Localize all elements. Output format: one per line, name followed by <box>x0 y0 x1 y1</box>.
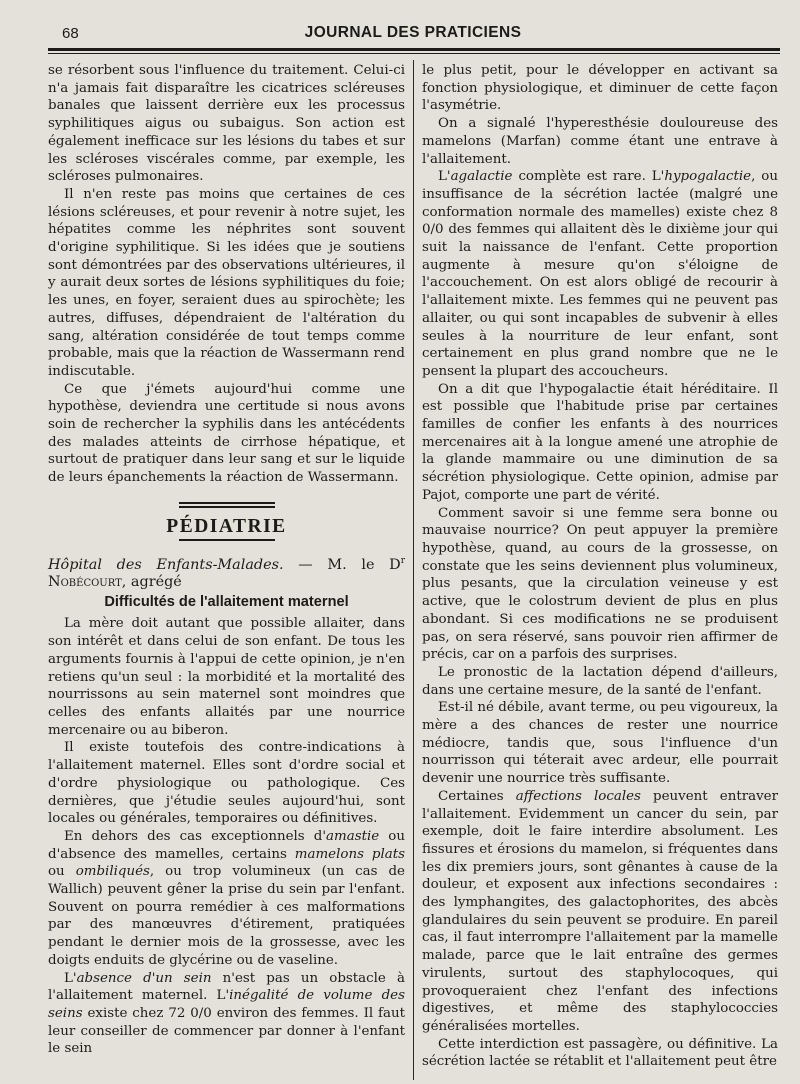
text-run: n'est pas un obstacle à l'allaitement maternel. L' <box>48 970 405 1004</box>
paragraph: La mère doit autant que possible allaiter, dans son intérêt et dans celui de son enfant. De tous les arguments fournis à l'appui de cette opinion, je n'en retiens qu'un seul : la morbidité et la mortalité des nourrissons au sein maternel sont moindres que celles des enfants allaités par une nourrice mercenaire ou au biberon. <box>48 616 405 738</box>
section-underline <box>179 539 275 541</box>
italic-term: ombiliqués <box>75 864 150 880</box>
paragraph <box>422 168 778 380</box>
article-title: Difficultés de l'allaitement maternel <box>104 593 349 610</box>
right-column <box>422 62 778 1071</box>
byline-author: Nobécourt <box>48 574 122 591</box>
paragraph: Comment savoir si une femme sera bonne ou mauvaise nourrice? On peut appuyer la première hypothèse, quand, au cours de la grossesse, on constate que les seins deviennent plus volumineux, plus pesants, que la circulation veineuse y est active, que le colostrum devient de plus en plus abondant. Si ces modifications ne se produisent pas, on sera réservé, sans pouvoir rien affirmer de précis, car on a parfois des surprises. <box>422 505 778 663</box>
text-run: , ou trop volumineux (un cas de Wallich) peuvent gêner la prise du sein par l'enfant. Souvent on pourra remédier à ces malformations par des manœuvres d'étirement, pratiquées pendant le dernier mois de la grossesse, avec les doigts enduits de glycérine ou de vaseline. <box>48 864 405 968</box>
byline-sup: r <box>400 555 405 566</box>
paragraph: On a signalé l'hyperesthésie douloureuse des mamelons (Marfan) comme étant une entrave à l'allaitement. <box>422 116 778 167</box>
italic-term: amastie <box>326 828 380 844</box>
section-separator <box>179 502 275 508</box>
paragraph <box>422 788 778 1036</box>
text-run: ou d'absence des mamelles, certains <box>48 828 405 862</box>
byline-dash: — M. le D <box>283 556 401 573</box>
left-column <box>48 62 405 1058</box>
paragraph <box>48 828 405 970</box>
text-run: L' <box>438 169 451 185</box>
paragraph: On a dit que l'hypogalactie était héréditaire. Il est possible que l'habitude prise par certaines familles de confier les enfants à des nourrices mercenaires ait à la longue amené une atrophie de la glande mammaire ou une diminution de sa sécrétion physiologique. Cette opinion, admise par Pajot, comporte une part de vérité. <box>422 381 778 503</box>
paragraph: Est-il né débile, avant terme, ou peu vigoureux, la mère a des chances de rester une nourrice médiocre, tandis que, sous l'influence d'un nourrisson qui téterait avec ardeur, elle pourrait devenir une nourrice très suffisante. <box>422 700 778 787</box>
header-rule-thin <box>48 53 780 54</box>
text-run: L' <box>64 970 77 986</box>
text-run: peuvent entraver l'allaitement. Evidemment un cancer du sein, par exemple, doit le faire interdire absolument. Les fissures et érosions du mamelon, si fréquentes dans les dix premiers jours, sont gênantes à cause de la douleur, et exposent aux infections secondaires : des lymphangites, des galactophorites, des abcès glandulaires du sein peuvent se produire. En pareil cas, il faut interrompre l'allaitement par la mamelle malade, parce que le lait entraîne des germes virulents, surtout des staphylocoques, qui provoqueraient chez l'enfant des infections digestives, et même des staphylococcies généralisées mortelles. <box>422 788 778 1034</box>
paragraph: Il existe toutefois des contre-indications à l'allaitement maternel. Elles sont d'ordre social et d'ordre physiologique ou pathologique. Ces dernières, que j'étudie seules aujourd'hui, sont locales ou générales, temporaires ou définitives. <box>48 740 405 827</box>
journal-title: JOURNAL DES PRATICIENS <box>304 24 522 41</box>
byline-hospital: Hôpital des Enfants-Malades. <box>48 556 284 573</box>
header-rule <box>48 48 780 51</box>
page-number: 68 <box>62 25 79 42</box>
text-run: complète est rare. L' <box>512 169 665 185</box>
italic-term: absence d'un sein <box>76 970 212 986</box>
italic-term: inégalité de volume des seins <box>48 988 405 1021</box>
paragraph: Il n'en reste pas moins que certaines de ces lésions scléreuses, et pour revenir à notre sujet, les hépatites comme les néphrites sont souvent d'origine syphilitique. Si les idées que je soutiens sont démontrées par des observations ultérieures, il y aurait deux sortes de lésions syphilitiques du foie; les unes, en foyer, seraient dues au spirochète; les autres, diffuses, dépendraient de l'altération du sang, altération considérée de tout temps comme probable, mais que la réaction de Wassermann rend indiscutable. <box>48 186 405 379</box>
text-run: , ou insuffisance de la sécrétion lactée (malgré une conformation normale des mamelles) existe chez 8 0/0 des femmes qui allaitent dès le dixième jour qui suit la naissance de l'enfant. Cette proportion augmente à mesure qu'on s'éloigne de l'accouchement. On est alors obligé de recourir à l'allaitement mixte. Les femmes qui ne peuvent pas allaiter, ou qui sont incapables de subvenir à elles seules à la nourriture de leur enfant, sont certainement en plus grand nombre que ne le pensent la plupart des accoucheurs. <box>422 169 778 379</box>
paragraph: Le pronostic de la lactation dépend d'ailleurs, dans une certaine mesure, de la santé de l'enfant. <box>422 664 778 698</box>
italic-term: mamelons plats <box>294 846 406 862</box>
page-header <box>48 22 778 48</box>
italic-term: hypogalactie <box>664 169 752 185</box>
article-byline <box>48 553 405 592</box>
paragraph: le plus petit, pour le développer en activant sa fonction physiologique, et diminuer de cette façon l'asymétrie. <box>422 63 778 114</box>
text-run: existe chez 72 0/0 environ des femmes. Il faut leur conseiller de commencer par donner à l'enfant le sein <box>48 1005 405 1057</box>
paragraph: Ce que j'émets aujourd'hui comme une hypothèse, deviendra une certitude si nous avons soin de rechercher la syphilis dans les antécédents des malades atteints de cirrhose hépatique, et surtout de pratiquer dans leur sang et sur le liquide de leurs épanchements la réaction de Wassermann. <box>48 381 405 486</box>
section-title: PÉDIATRIE <box>166 515 287 537</box>
byline-role: , agrégé <box>121 574 182 591</box>
italic-term: affections locales <box>515 788 641 804</box>
italic-term: agalactie <box>450 169 513 185</box>
text-run: ou <box>48 864 76 880</box>
text-run: En dehors des cas exceptionnels d' <box>64 828 327 844</box>
column-divider <box>413 60 414 1080</box>
text-run: Certaines <box>438 788 516 804</box>
paragraph: Cette interdiction est passagère, ou définitive. La sécrétion lactée se rétablit et l'allaitement peut être <box>422 1036 778 1070</box>
paragraph <box>48 970 405 1059</box>
paragraph: se résorbent sous l'influence du traitement. Celui-ci n'a jamais fait disparaître les cicatrices scléreuses banales que laissent derrière eux les processus syphilitiques aigus ou subaigus. Son action est également inefficace sur les lésions du tabes et sur les scléroses viscérales comme, par exemple, les scléroses pulmonaires. <box>48 63 405 185</box>
